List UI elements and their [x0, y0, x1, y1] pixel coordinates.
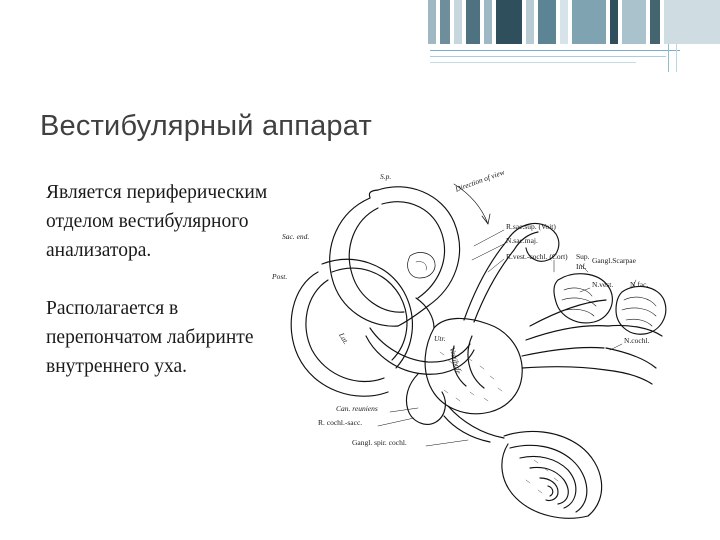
figure-label: S.p. [380, 172, 392, 181]
figure-label: R. cochl.-sacc. [318, 418, 363, 427]
body-paragraph: Располагается в перепончатом лабиринте внутреннего уха. [46, 298, 254, 377]
figure-label: Sup. [576, 252, 590, 261]
deco-line-3 [430, 62, 636, 63]
figure-label: Inf. [576, 262, 587, 271]
slide-decoration [0, 0, 720, 80]
figure-label: R.sac.sup. (Voit) [506, 222, 556, 231]
deco-bar-10 [572, 0, 606, 44]
deco-bar-14 [664, 0, 720, 44]
body-paragraph: Является периферическим отделом вестибулярного анализатора. [46, 182, 268, 261]
figure-label: R.vest.-cochl. (Cort) [506, 252, 568, 261]
figure-label: Utr. [434, 334, 446, 343]
deco-line-2 [430, 56, 666, 57]
deco-bar-5 [484, 0, 492, 44]
deco-line-1 [430, 50, 680, 51]
deco-bar-11 [610, 0, 618, 44]
deco-bar-6 [496, 0, 522, 44]
deco-bar-13 [650, 0, 660, 44]
figure-label: Gangl.Scarpae [592, 256, 636, 265]
deco-bar-1 [428, 0, 436, 44]
deco-bar-7 [526, 0, 534, 44]
figure-label: N.vest. [592, 280, 614, 289]
page-title: Вестибулярный аппарат [40, 110, 372, 142]
deco-bar-3 [454, 0, 462, 44]
figure-label: Sac. end. [282, 232, 310, 241]
slide-body [46, 178, 276, 381]
figure-label: N.cochl. [624, 336, 650, 345]
deco-bar-2 [440, 0, 450, 44]
figure-label: N.sac.maj. [506, 236, 538, 245]
anatomy-figure [258, 160, 708, 520]
deco-tick-2 [676, 44, 677, 72]
figure-label: Lat. [337, 331, 351, 346]
deco-tick-1 [668, 44, 669, 72]
figure-label: N.fac. [630, 280, 649, 289]
deco-bar-8 [538, 0, 556, 44]
figure-label: Gangl. spir. cochl. [352, 438, 407, 447]
figure-label: Direction of view [454, 167, 506, 194]
deco-bar-9 [560, 0, 568, 44]
deco-bar-12 [622, 0, 646, 44]
deco-bar-4 [466, 0, 480, 44]
figure-label: Post. [272, 272, 288, 281]
figure-label: Vestibule [447, 346, 464, 375]
figure-label: Can. reuniens [336, 404, 378, 413]
